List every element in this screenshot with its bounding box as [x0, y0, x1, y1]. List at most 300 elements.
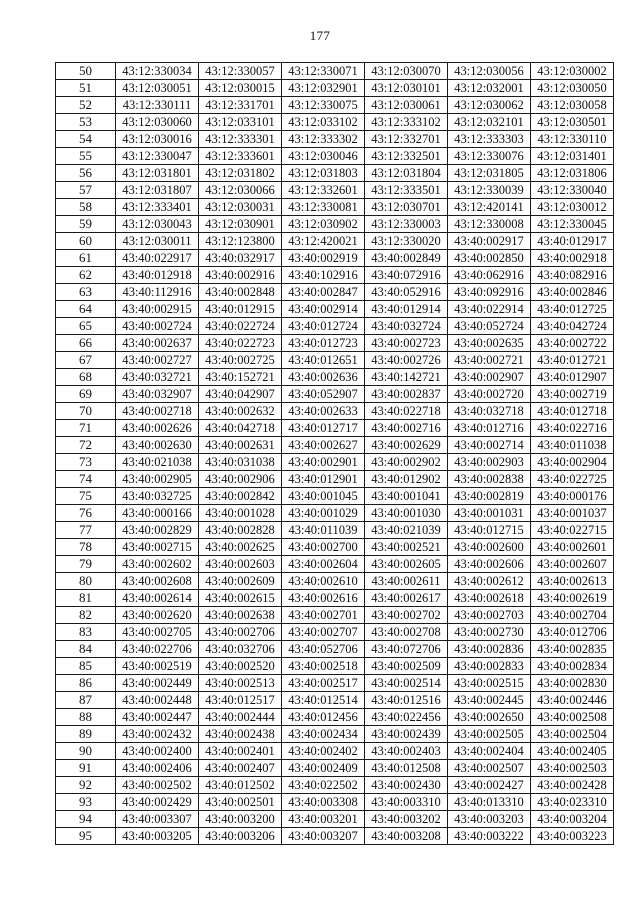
cadastral-number-cell: 43:40:002715 [116, 539, 199, 556]
cadastral-number-cell: 43:40:002833 [448, 658, 531, 675]
cadastral-number-cell: 43:40:002505 [448, 726, 531, 743]
row-number: 50 [56, 63, 116, 80]
cadastral-number-cell: 43:12:030016 [116, 131, 199, 148]
cadastral-number-cell: 43:12:031401 [531, 148, 614, 165]
cadastral-number-cell: 43:40:002716 [365, 420, 448, 437]
cadastral-number-cell: 43:40:011038 [531, 437, 614, 454]
cadastral-number-cell: 43:40:012724 [282, 318, 365, 335]
cadastral-number-cell: 43:40:002718 [116, 403, 199, 420]
cadastral-number-cell: 43:40:012514 [282, 692, 365, 709]
cadastral-number-cell: 43:40:002600 [448, 539, 531, 556]
cadastral-number-cell: 43:40:012907 [531, 369, 614, 386]
cadastral-number-cell: 43:40:002604 [282, 556, 365, 573]
cadastral-number-cell: 43:40:042718 [199, 420, 282, 437]
cadastral-number-cell: 43:12:030070 [365, 63, 448, 80]
row-number: 55 [56, 148, 116, 165]
cadastral-number-cell: 43:40:011039 [282, 522, 365, 539]
cadastral-number-cell: 43:40:002615 [199, 590, 282, 607]
row-number: 73 [56, 454, 116, 471]
table-row [56, 454, 614, 471]
table-row [56, 148, 614, 165]
cadastral-number-cell: 43:40:032725 [116, 488, 199, 505]
cadastral-number-cell: 43:40:002847 [282, 284, 365, 301]
row-number: 64 [56, 301, 116, 318]
cadastral-number-cell: 43:40:003208 [365, 828, 448, 845]
cadastral-number-cell: 43:40:002631 [199, 437, 282, 454]
cadastral-number-cell: 43:40:002608 [116, 573, 199, 590]
table-row [56, 624, 614, 641]
cadastral-number-cell: 43:40:002726 [365, 352, 448, 369]
cadastral-number-cell: 43:40:012516 [365, 692, 448, 709]
row-number: 59 [56, 216, 116, 233]
cadastral-number-cell: 43:40:022456 [365, 709, 448, 726]
cadastral-number-cell: 43:40:032706 [199, 641, 282, 658]
table-row [56, 726, 614, 743]
cadastral-number-cell: 43:40:002439 [365, 726, 448, 743]
cadastral-number-cell: 43:12:331701 [199, 97, 282, 114]
row-number: 77 [56, 522, 116, 539]
table-row [56, 335, 614, 352]
cadastral-number-cell: 43:40:000166 [116, 505, 199, 522]
cadastral-number-cell: 43:40:003202 [365, 811, 448, 828]
row-number: 72 [56, 437, 116, 454]
cadastral-number-cell: 43:40:002400 [116, 743, 199, 760]
cadastral-number-cell: 43:12:030046 [282, 148, 365, 165]
cadastral-number-cell: 43:12:031807 [116, 182, 199, 199]
table-row [56, 692, 614, 709]
cadastral-number-cell: 43:40:002601 [531, 539, 614, 556]
table-row [56, 131, 614, 148]
cadastral-number-cell: 43:40:002722 [531, 335, 614, 352]
cadastral-number-cell: 43:40:022725 [531, 471, 614, 488]
cadastral-number-cell: 43:40:001028 [199, 505, 282, 522]
row-number: 66 [56, 335, 116, 352]
row-number: 75 [56, 488, 116, 505]
table-row [56, 199, 614, 216]
cadastral-number-cell: 43:12:330008 [448, 216, 531, 233]
cadastral-number-cell: 43:40:002635 [448, 335, 531, 352]
table-row [56, 607, 614, 624]
cadastral-number-cell: 43:12:123800 [199, 233, 282, 250]
cadastral-number-cell: 43:12:330034 [116, 63, 199, 80]
cadastral-number-cell: 43:40:012718 [531, 403, 614, 420]
cadastral-number-cell: 43:40:002403 [365, 743, 448, 760]
cadastral-number-cell: 43:12:330081 [282, 199, 365, 216]
table-row [56, 233, 614, 250]
cadastral-number-cell: 43:40:002721 [448, 352, 531, 369]
cadastral-number-cell: 43:12:333501 [365, 182, 448, 199]
row-number: 70 [56, 403, 116, 420]
table-row [56, 539, 614, 556]
cadastral-number-cell: 43:12:032901 [282, 80, 365, 97]
cadastral-number-cell: 43:12:330045 [531, 216, 614, 233]
row-number: 58 [56, 199, 116, 216]
row-number: 71 [56, 420, 116, 437]
row-number: 90 [56, 743, 116, 760]
table-row [56, 590, 614, 607]
table-body [56, 63, 614, 845]
cadastral-number-cell: 43:40:002607 [531, 556, 614, 573]
cadastral-number-cell: 43:40:152721 [199, 369, 282, 386]
cadastral-number-cell: 43:12:030066 [199, 182, 282, 199]
cadastral-number-cell: 43:40:112916 [116, 284, 199, 301]
row-number: 61 [56, 250, 116, 267]
table-row [56, 369, 614, 386]
cadastral-number-cell: 43:40:012717 [282, 420, 365, 437]
cadastral-number-cell: 43:40:012502 [199, 777, 282, 794]
cadastral-number-cell: 43:40:032724 [365, 318, 448, 335]
cadastral-number-cell: 43:40:022724 [199, 318, 282, 335]
table-row [56, 267, 614, 284]
row-number: 79 [56, 556, 116, 573]
cadastral-number-cell: 43:40:002848 [199, 284, 282, 301]
cadastral-number-cell: 43:40:003203 [448, 811, 531, 828]
cadastral-number-cell: 43:40:002610 [282, 573, 365, 590]
cadastral-number-cell: 43:40:002401 [199, 743, 282, 760]
cadastral-number-cell: 43:40:002502 [116, 777, 199, 794]
cadastral-number-cell: 43:40:002842 [199, 488, 282, 505]
cadastral-number-cell: 43:12:420021 [282, 233, 365, 250]
cadastral-number-cell: 43:40:023310 [531, 794, 614, 811]
cadastral-number-cell: 43:40:002428 [531, 777, 614, 794]
cadastral-number-cell: 43:40:012651 [282, 352, 365, 369]
cadastral-number-cell: 43:40:002619 [531, 590, 614, 607]
cadastral-number-cell: 43:40:052706 [282, 641, 365, 658]
cadastral-number-cell: 43:40:002617 [365, 590, 448, 607]
cadastral-number-cell: 43:40:012517 [199, 692, 282, 709]
cadastral-number-cell: 43:40:002501 [199, 794, 282, 811]
cadastral-number-cell: 43:40:002509 [365, 658, 448, 675]
cadastral-number-cell: 43:12:333401 [116, 199, 199, 216]
row-number: 62 [56, 267, 116, 284]
cadastral-number-cell: 43:40:003310 [365, 794, 448, 811]
table-row [56, 522, 614, 539]
cadastral-number-cell: 43:12:330020 [365, 233, 448, 250]
cadastral-number-cell: 43:40:002632 [199, 403, 282, 420]
table-row [56, 352, 614, 369]
cadastral-number-cell: 43:40:002914 [282, 301, 365, 318]
cadastral-number-cell: 43:40:002650 [448, 709, 531, 726]
cadastral-number-cell: 43:40:062916 [448, 267, 531, 284]
table-row [56, 709, 614, 726]
cadastral-number-cell: 43:40:002625 [199, 539, 282, 556]
cadastral-number-cell: 43:40:012456 [282, 709, 365, 726]
cadastral-number-cell: 43:40:022917 [116, 250, 199, 267]
cadastral-number-cell: 43:12:333302 [282, 131, 365, 148]
cadastral-number-cell: 43:40:002609 [199, 573, 282, 590]
cadastral-number-cell: 43:12:332501 [365, 148, 448, 165]
row-number: 95 [56, 828, 116, 845]
cadastral-number-cell: 43:12:030011 [116, 233, 199, 250]
cadastral-number-cell: 43:40:021039 [365, 522, 448, 539]
cadastral-number-cell: 43:12:332601 [282, 182, 365, 199]
cadastral-number-cell: 43:40:002915 [116, 301, 199, 318]
cadastral-number-cell: 43:40:003200 [199, 811, 282, 828]
cadastral-number-cell: 43:40:012706 [531, 624, 614, 641]
cadastral-number-cell: 43:40:021038 [116, 454, 199, 471]
cadastral-number-cell: 43:40:002819 [448, 488, 531, 505]
cadastral-number-cell: 43:12:031806 [531, 165, 614, 182]
cadastral-numbers-table [55, 62, 614, 845]
cadastral-number-cell: 43:40:002835 [531, 641, 614, 658]
cadastral-number-cell: 43:12:030031 [199, 199, 282, 216]
cadastral-number-cell: 43:40:002834 [531, 658, 614, 675]
cadastral-number-cell: 43:40:031038 [199, 454, 282, 471]
cadastral-number-cell: 43:40:002429 [116, 794, 199, 811]
cadastral-number-cell: 43:40:003308 [282, 794, 365, 811]
row-number: 94 [56, 811, 116, 828]
cadastral-number-cell: 43:40:002432 [116, 726, 199, 743]
cadastral-number-cell: 43:40:002723 [365, 335, 448, 352]
cadastral-number-cell: 43:40:001029 [282, 505, 365, 522]
cadastral-number-cell: 43:12:030060 [116, 114, 199, 131]
table-row [56, 165, 614, 182]
cadastral-number-cell: 43:40:002449 [116, 675, 199, 692]
row-number: 65 [56, 318, 116, 335]
cadastral-number-cell: 43:12:030101 [365, 80, 448, 97]
cadastral-number-cell: 43:12:330076 [448, 148, 531, 165]
cadastral-number-cell: 43:12:333601 [199, 148, 282, 165]
cadastral-number-cell: 43:40:002521 [365, 539, 448, 556]
cadastral-number-cell: 43:40:002919 [282, 250, 365, 267]
table-row [56, 403, 614, 420]
table-row [56, 80, 614, 97]
cadastral-number-cell: 43:40:002706 [199, 624, 282, 641]
cadastral-number-cell: 43:40:002637 [116, 335, 199, 352]
cadastral-number-cell: 43:12:030058 [531, 97, 614, 114]
cadastral-number-cell: 43:40:002828 [199, 522, 282, 539]
cadastral-number-cell: 43:40:012917 [531, 233, 614, 250]
cadastral-number-cell: 43:40:032721 [116, 369, 199, 386]
cadastral-number-cell: 43:12:030002 [531, 63, 614, 80]
cadastral-number-cell: 43:40:002627 [282, 437, 365, 454]
cadastral-number-cell: 43:40:002701 [282, 607, 365, 624]
table-row [56, 794, 614, 811]
cadastral-number-cell: 43:40:012902 [365, 471, 448, 488]
cadastral-number-cell: 43:40:022706 [116, 641, 199, 658]
cadastral-number-cell: 43:40:012725 [531, 301, 614, 318]
cadastral-number-cell: 43:12:030902 [282, 216, 365, 233]
cadastral-number-cell: 43:12:330111 [116, 97, 199, 114]
cadastral-number-cell: 43:40:012723 [282, 335, 365, 352]
cadastral-number-cell: 43:40:002515 [448, 675, 531, 692]
cadastral-number-cell: 43:40:003201 [282, 811, 365, 828]
table-row [56, 386, 614, 403]
cadastral-number-cell: 43:40:002906 [199, 471, 282, 488]
cadastral-number-cell: 43:40:002638 [199, 607, 282, 624]
cadastral-number-cell: 43:40:002902 [365, 454, 448, 471]
table-row [56, 250, 614, 267]
row-number: 86 [56, 675, 116, 692]
row-number: 53 [56, 114, 116, 131]
cadastral-number-cell: 43:12:033101 [199, 114, 282, 131]
cadastral-number-cell: 43:40:003204 [531, 811, 614, 828]
cadastral-number-cell: 43:12:330003 [365, 216, 448, 233]
cadastral-number-cell: 43:40:002614 [116, 590, 199, 607]
cadastral-number-cell: 43:40:052724 [448, 318, 531, 335]
cadastral-number-cell: 43:40:142721 [365, 369, 448, 386]
row-number: 52 [56, 97, 116, 114]
cadastral-number-cell: 43:12:030701 [365, 199, 448, 216]
cadastral-number-cell: 43:40:002606 [448, 556, 531, 573]
cadastral-number-cell: 43:40:012715 [448, 522, 531, 539]
cadastral-number-cell: 43:40:001037 [531, 505, 614, 522]
cadastral-number-cell: 43:12:030501 [531, 114, 614, 131]
row-number: 67 [56, 352, 116, 369]
cadastral-number-cell: 43:40:032917 [199, 250, 282, 267]
cadastral-number-cell: 43:40:002727 [116, 352, 199, 369]
cadastral-number-cell: 43:40:001041 [365, 488, 448, 505]
cadastral-number-cell: 43:12:030056 [448, 63, 531, 80]
cadastral-number-cell: 43:40:002602 [116, 556, 199, 573]
table-row [56, 811, 614, 828]
cadastral-number-cell: 43:40:002445 [448, 692, 531, 709]
cadastral-number-cell: 43:40:002917 [448, 233, 531, 250]
row-number: 93 [56, 794, 116, 811]
cadastral-number-cell: 43:12:332701 [365, 131, 448, 148]
cadastral-number-cell: 43:40:002630 [116, 437, 199, 454]
cadastral-number-cell: 43:12:330040 [531, 182, 614, 199]
cadastral-number-cell: 43:40:102916 [282, 267, 365, 284]
cadastral-number-cell: 43:12:030050 [531, 80, 614, 97]
table-row [56, 216, 614, 233]
cadastral-number-cell: 43:12:030061 [365, 97, 448, 114]
row-number: 83 [56, 624, 116, 641]
cadastral-number-cell: 43:40:002430 [365, 777, 448, 794]
table-row [56, 675, 614, 692]
cadastral-number-cell: 43:40:002629 [365, 437, 448, 454]
cadastral-number-cell: 43:40:002707 [282, 624, 365, 641]
row-number: 80 [56, 573, 116, 590]
cadastral-number-cell: 43:40:002618 [448, 590, 531, 607]
cadastral-number-cell: 43:40:002633 [282, 403, 365, 420]
cadastral-number-cell: 43:40:002508 [531, 709, 614, 726]
page-number: 177 [309, 28, 331, 43]
cadastral-number-cell: 43:40:002916 [199, 267, 282, 284]
cadastral-number-cell: 43:40:002725 [199, 352, 282, 369]
table-row [56, 488, 614, 505]
cadastral-number-cell: 43:12:030901 [199, 216, 282, 233]
cadastral-number-cell: 43:12:330075 [282, 97, 365, 114]
cadastral-number-cell: 43:40:002434 [282, 726, 365, 743]
cadastral-number-cell: 43:40:002427 [448, 777, 531, 794]
cadastral-number-cell: 43:40:002404 [448, 743, 531, 760]
table-row [56, 420, 614, 437]
row-number: 74 [56, 471, 116, 488]
cadastral-number-cell: 43:40:002518 [282, 658, 365, 675]
table-row [56, 301, 614, 318]
cadastral-number-cell: 43:40:002405 [531, 743, 614, 760]
cadastral-number-cell: 43:40:012508 [365, 760, 448, 777]
cadastral-number-cell: 43:40:002409 [282, 760, 365, 777]
cadastral-number-cell: 43:12:330039 [448, 182, 531, 199]
cadastral-number-cell: 43:40:032907 [116, 386, 199, 403]
row-number: 51 [56, 80, 116, 97]
table-row [56, 318, 614, 335]
cadastral-number-cell: 43:40:022718 [365, 403, 448, 420]
cadastral-number-cell: 43:40:012901 [282, 471, 365, 488]
row-number: 88 [56, 709, 116, 726]
cadastral-number-cell: 43:12:333303 [448, 131, 531, 148]
cadastral-number-cell: 43:12:031801 [116, 165, 199, 182]
cadastral-number-cell: 43:12:330110 [531, 131, 614, 148]
cadastral-number-cell: 43:12:032001 [448, 80, 531, 97]
cadastral-number-cell: 43:40:002837 [365, 386, 448, 403]
cadastral-number-cell: 43:40:003207 [282, 828, 365, 845]
cadastral-number-cell: 43:12:030062 [448, 97, 531, 114]
cadastral-number-cell: 43:40:002838 [448, 471, 531, 488]
cadastral-number-cell: 43:40:082916 [531, 267, 614, 284]
cadastral-number-cell: 43:40:002830 [531, 675, 614, 692]
row-number: 69 [56, 386, 116, 403]
cadastral-number-cell: 43:12:032101 [448, 114, 531, 131]
table-row [56, 437, 614, 454]
cadastral-number-cell: 43:40:002704 [531, 607, 614, 624]
cadastral-number-cell: 43:12:333301 [199, 131, 282, 148]
cadastral-number-cell: 43:40:002904 [531, 454, 614, 471]
cadastral-number-cell: 43:40:001030 [365, 505, 448, 522]
cadastral-number-cell: 43:40:002402 [282, 743, 365, 760]
cadastral-number-cell: 43:40:002507 [448, 760, 531, 777]
row-number: 60 [56, 233, 116, 250]
cadastral-number-cell: 43:40:003223 [531, 828, 614, 845]
cadastral-number-cell: 43:40:002850 [448, 250, 531, 267]
table-row [56, 760, 614, 777]
cadastral-number-cell: 43:40:052916 [365, 284, 448, 301]
row-number: 63 [56, 284, 116, 301]
cadastral-number-cell: 43:40:001045 [282, 488, 365, 505]
cadastral-number-cell: 43:40:072916 [365, 267, 448, 284]
cadastral-number-cell: 43:40:012918 [116, 267, 199, 284]
cadastral-number-cell: 43:40:022914 [448, 301, 531, 318]
cadastral-number-cell: 43:12:030015 [199, 80, 282, 97]
cadastral-number-cell: 43:40:022716 [531, 420, 614, 437]
cadastral-number-cell: 43:40:002503 [531, 760, 614, 777]
cadastral-number-cell: 43:40:012716 [448, 420, 531, 437]
cadastral-number-cell: 43:40:002714 [448, 437, 531, 454]
cadastral-number-cell: 43:12:030012 [531, 199, 614, 216]
cadastral-table-container [55, 62, 614, 845]
cadastral-number-cell: 43:40:002703 [448, 607, 531, 624]
cadastral-number-cell: 43:40:002520 [199, 658, 282, 675]
table-row [56, 284, 614, 301]
cadastral-number-cell: 43:40:002504 [531, 726, 614, 743]
cadastral-number-cell: 43:40:002613 [531, 573, 614, 590]
cadastral-number-cell: 43:40:012721 [531, 352, 614, 369]
cadastral-number-cell: 43:40:002407 [199, 760, 282, 777]
cadastral-number-cell: 43:40:022715 [531, 522, 614, 539]
row-number: 92 [56, 777, 116, 794]
table-row [56, 777, 614, 794]
cadastral-number-cell: 43:40:002918 [531, 250, 614, 267]
cadastral-number-cell: 43:40:003205 [116, 828, 199, 845]
cadastral-number-cell: 43:40:002724 [116, 318, 199, 335]
cadastral-number-cell: 43:40:002406 [116, 760, 199, 777]
row-number: 82 [56, 607, 116, 624]
table-row [56, 743, 614, 760]
cadastral-number-cell: 43:40:042724 [531, 318, 614, 335]
table-row [56, 182, 614, 199]
cadastral-number-cell: 43:40:002603 [199, 556, 282, 573]
cadastral-number-cell: 43:12:030051 [116, 80, 199, 97]
cadastral-number-cell: 43:40:003222 [448, 828, 531, 845]
row-number: 54 [56, 131, 116, 148]
row-number: 81 [56, 590, 116, 607]
cadastral-number-cell: 43:40:003307 [116, 811, 199, 828]
cadastral-number-cell: 43:40:002846 [531, 284, 614, 301]
table-row [56, 114, 614, 131]
cadastral-number-cell: 43:12:033102 [282, 114, 365, 131]
